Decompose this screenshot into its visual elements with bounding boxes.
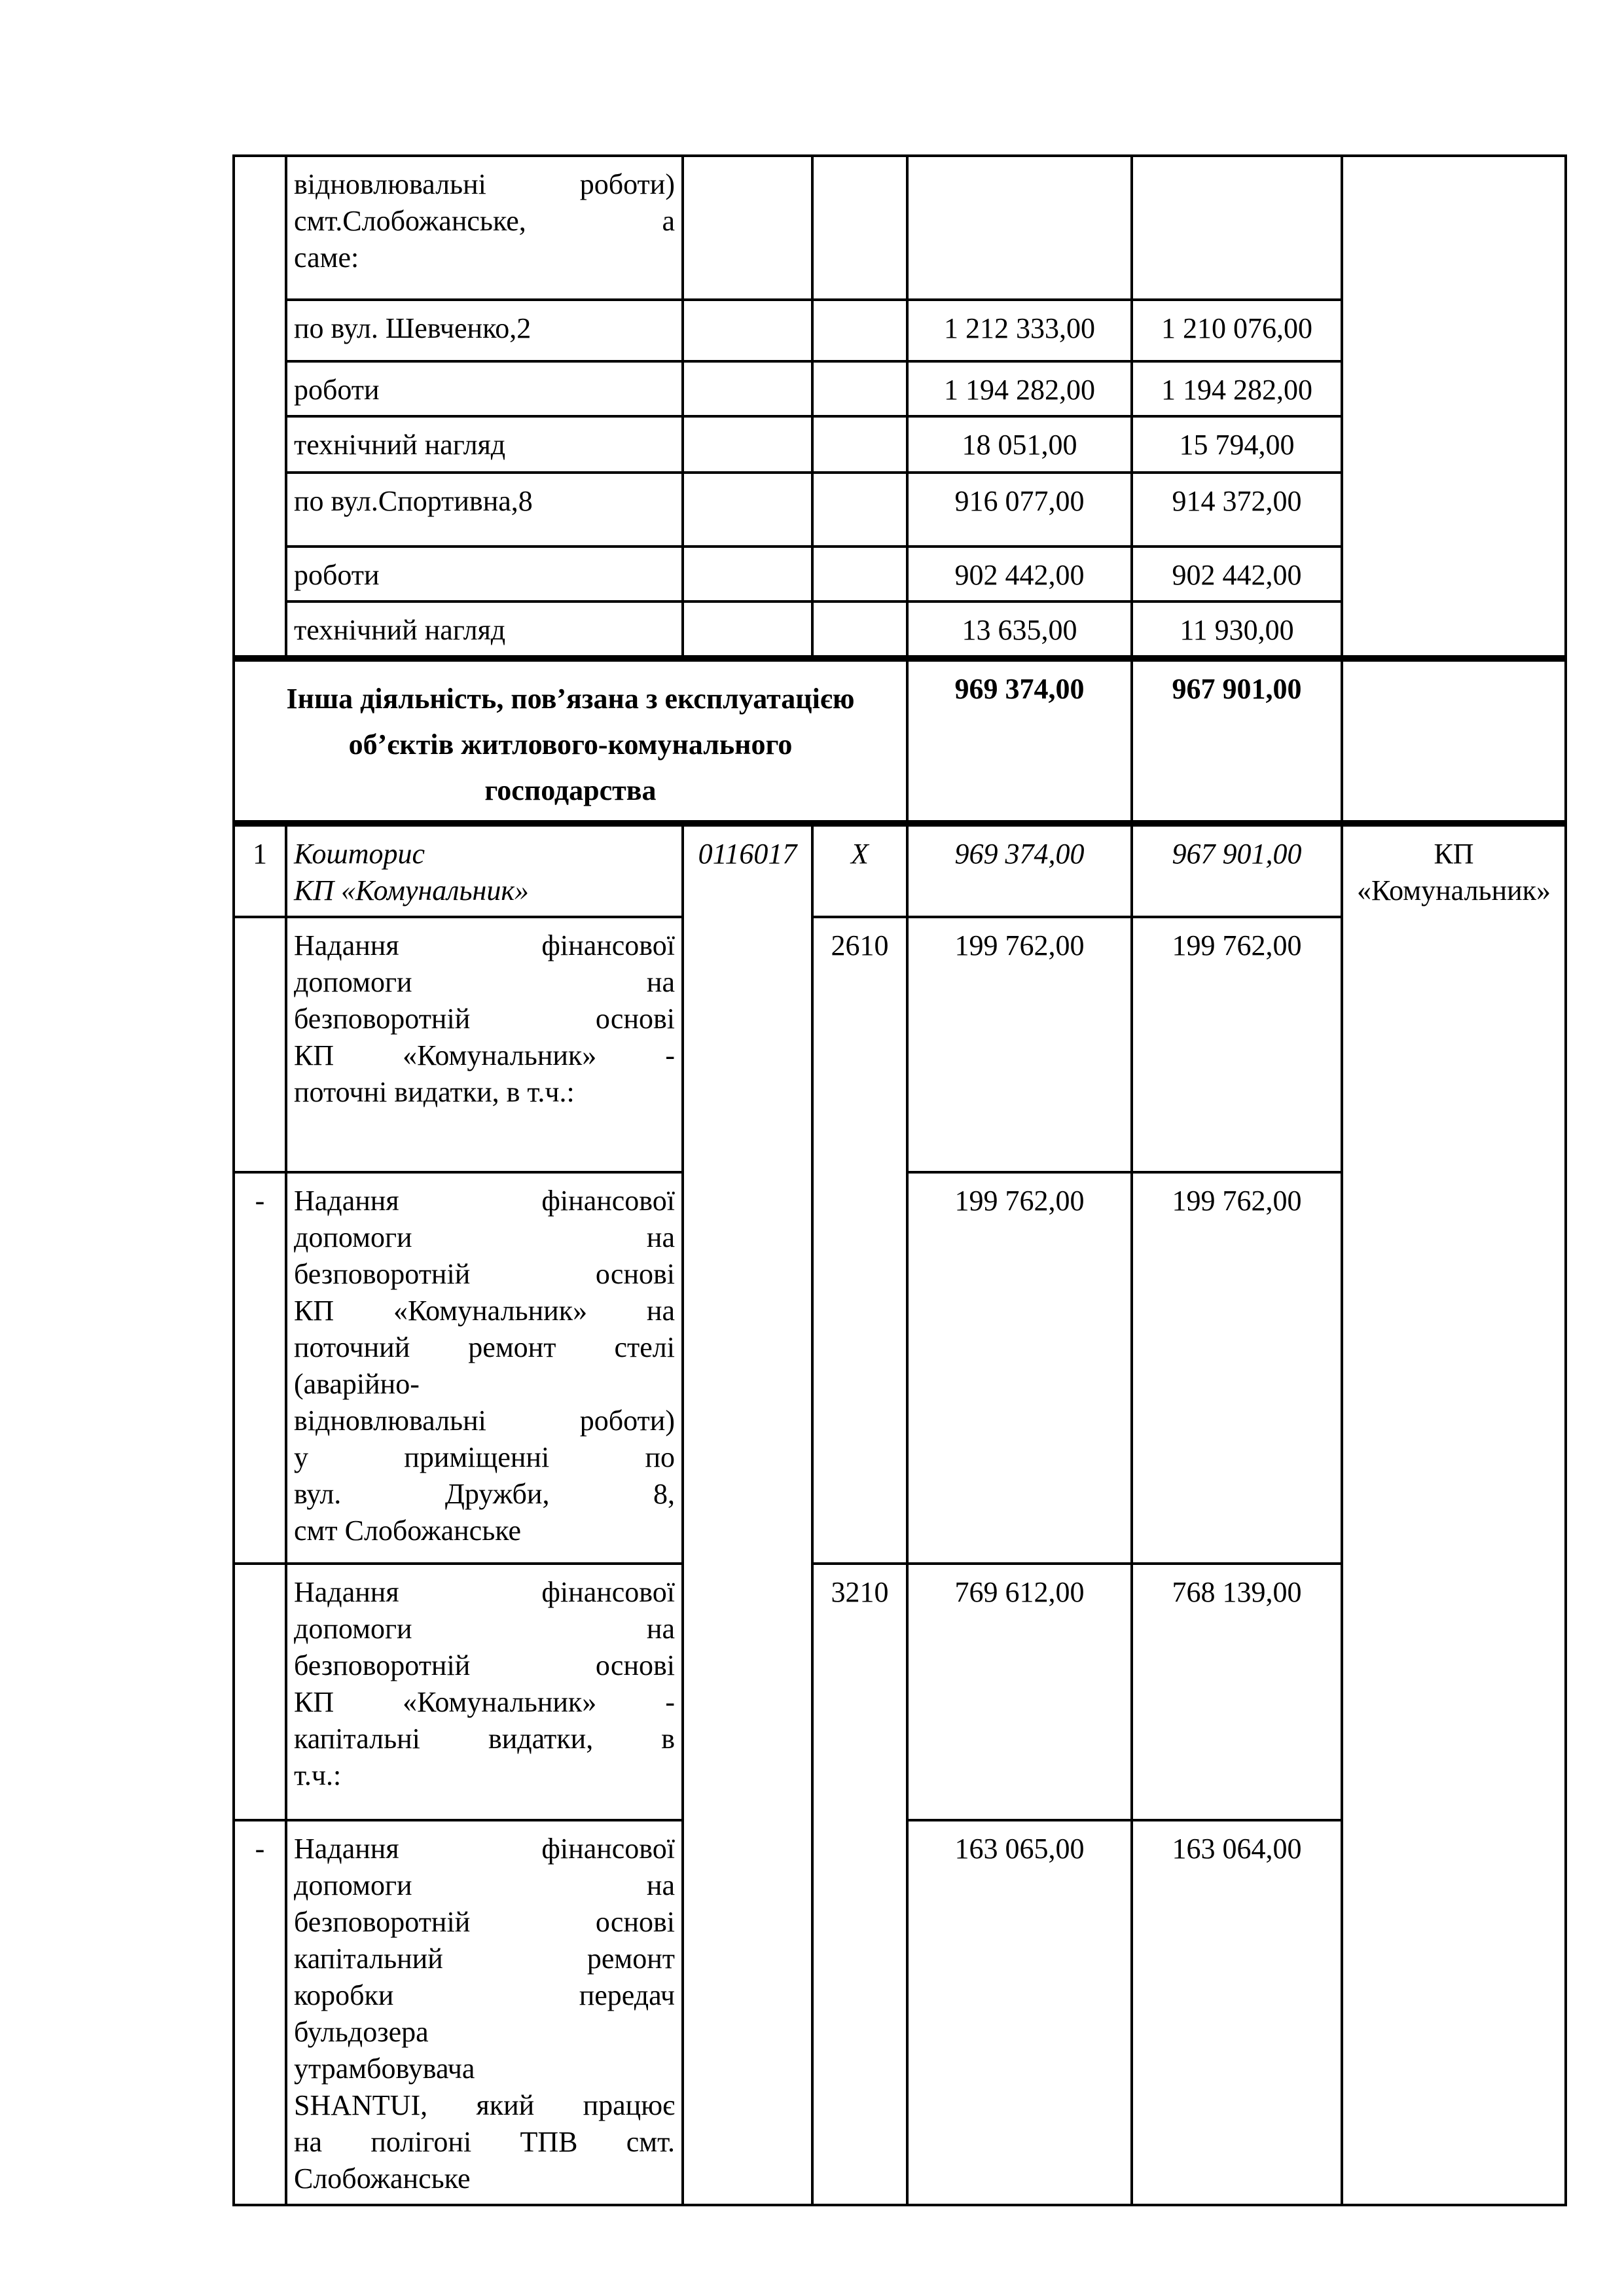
kekv-code-cell: 3210	[812, 1564, 907, 2205]
budget-table	[232, 154, 1567, 2206]
text-line: Кошторис	[294, 838, 425, 870]
item-name-cell	[286, 473, 683, 547]
text-line: Надання фінансової	[294, 1185, 675, 1217]
text-line: допомоги на	[294, 1613, 675, 1645]
actual-amount-cell: 199 762,00	[1132, 1172, 1342, 1564]
text-line: безповоротній основі	[294, 1649, 675, 1681]
kpkv-code-cell	[683, 156, 812, 300]
kekv-code-cell: 2610	[812, 917, 907, 1564]
row-number-cell	[234, 1564, 286, 1820]
text-line: капітальний ремонт	[294, 1943, 675, 1975]
kekv-code-cell	[812, 156, 907, 300]
kpkv-code-cell: 0116017	[683, 823, 812, 2205]
kekv-code-cell	[812, 416, 907, 473]
text-line: роботи	[294, 374, 380, 406]
kpkv-code-cell	[683, 300, 812, 361]
text-line: смт.Слобожанське, а	[294, 205, 675, 237]
section-title-cell	[234, 658, 907, 823]
text-line: «Комунальник»	[1356, 874, 1551, 906]
kpkv-code-cell	[683, 473, 812, 547]
text-line: коробки передач	[294, 1979, 675, 2011]
kpkv-code-cell	[683, 547, 812, 601]
text-line: безповоротній основі	[294, 1003, 675, 1035]
planned-amount-cell: 916 077,00	[907, 473, 1132, 547]
item-name-cell	[286, 300, 683, 361]
planned-amount-cell: 199 762,00	[907, 1172, 1132, 1564]
text-line: т.ч.:	[294, 1759, 342, 1791]
planned-amount-cell	[907, 156, 1132, 300]
text-line: Слобожанське	[294, 2162, 471, 2195]
text-line: у приміщенні по	[294, 1441, 675, 1473]
text-line: КП	[1434, 838, 1474, 870]
row-number-cell: -	[234, 1172, 286, 1564]
text-line: технічний нагляд	[294, 429, 506, 461]
item-name-cell	[286, 416, 683, 473]
kpkv-code-cell	[683, 416, 812, 473]
actual-amount-cell: 967 901,00	[1132, 823, 1342, 917]
text-line: Надання фінансової	[294, 929, 675, 961]
actual-amount-cell: 11 930,00	[1132, 601, 1342, 658]
item-name-cell	[286, 1172, 683, 1564]
text-line: утрамбовувача	[294, 2053, 475, 2085]
item-name-cell	[286, 156, 683, 300]
actual-amount-cell: 902 442,00	[1132, 547, 1342, 601]
kekv-code-cell	[812, 547, 907, 601]
planned-amount-cell: 13 635,00	[907, 601, 1132, 658]
note-cell	[1342, 156, 1566, 658]
estimate-row	[234, 823, 1566, 917]
text-line: по вул.Спортивна,8	[294, 485, 533, 517]
planned-amount-cell: 1 212 333,00	[907, 300, 1132, 361]
planned-amount-cell: 969 374,00	[907, 823, 1132, 917]
item-name-cell	[286, 823, 683, 917]
text-line: Надання фінансової	[294, 1576, 675, 1608]
text-line: відновлювальні роботи)	[294, 1405, 675, 1437]
planned-amount-cell: 199 762,00	[907, 917, 1132, 1172]
item-name-cell	[286, 547, 683, 601]
row-number-cell: -	[234, 1820, 286, 2205]
actual-amount-cell: 1 194 282,00	[1132, 361, 1342, 416]
actual-amount-cell: 199 762,00	[1132, 917, 1342, 1172]
text-line: по вул. Шевченко,2	[294, 312, 532, 344]
kekv-code-cell	[812, 361, 907, 416]
item-name-cell	[286, 917, 683, 1172]
text-line: КП «Комунальник»	[294, 874, 529, 906]
kpkv-code-cell	[683, 361, 812, 416]
note-cell	[1342, 658, 1566, 823]
planned-amount-cell: 1 194 282,00	[907, 361, 1132, 416]
text-line: вул. Дружби, 8,	[294, 1478, 675, 1510]
text-line: допомоги на	[294, 1221, 675, 1253]
actual-amount-cell	[1132, 156, 1342, 300]
text-line: безповоротній основі	[294, 1906, 675, 1938]
text-line: Інша діяльність, пов’язана з експлуатацією	[286, 683, 855, 715]
actual-amount-cell: 15 794,00	[1132, 416, 1342, 473]
text-line: поточні видатки, в т.ч.:	[294, 1076, 575, 1108]
text-line: КП «Комунальник» на	[294, 1295, 675, 1327]
item-name-cell	[286, 1820, 683, 2205]
text-line: капітальні видатки, в	[294, 1723, 675, 1755]
planned-amount-cell: 769 612,00	[907, 1564, 1132, 1820]
kekv-code-cell: Х	[812, 823, 907, 917]
item-name-cell	[286, 361, 683, 416]
text-line: саме:	[294, 242, 359, 274]
note-cell	[1342, 823, 1566, 2205]
kpkv-code-cell	[683, 601, 812, 658]
actual-amount-cell: 1 210 076,00	[1132, 300, 1342, 361]
section-summary-row	[234, 658, 1566, 823]
actual-amount-cell: 967 901,00	[1132, 658, 1342, 823]
text-line: бульдозера	[294, 2016, 429, 2048]
row-number-cell	[234, 917, 286, 1172]
kekv-code-cell	[812, 601, 907, 658]
actual-amount-cell: 768 139,00	[1132, 1564, 1342, 1820]
row-number-cell	[234, 156, 286, 658]
text-line: на полігоні ТПВ смт.	[294, 2126, 675, 2158]
text-line: технічний нагляд	[294, 614, 506, 646]
item-name-cell	[286, 601, 683, 658]
text-line: господарства	[484, 774, 657, 806]
planned-amount-cell: 163 065,00	[907, 1820, 1132, 2205]
text-line: допомоги на	[294, 966, 675, 998]
table-row	[234, 156, 1566, 300]
kekv-code-cell	[812, 300, 907, 361]
text-line: об’єктів житлового-комунального	[348, 728, 793, 761]
planned-amount-cell: 969 374,00	[907, 658, 1132, 823]
text-line: допомоги на	[294, 1869, 675, 1901]
text-line: поточний ремонт стелі	[294, 1331, 675, 1363]
text-line: відновлювальні роботи)	[294, 168, 675, 200]
text-line: КП «Комунальник» -	[294, 1039, 675, 1071]
text-line: КП «Комунальник» -	[294, 1686, 675, 1718]
item-name-cell	[286, 1564, 683, 1820]
planned-amount-cell: 18 051,00	[907, 416, 1132, 473]
kekv-code-cell	[812, 473, 907, 547]
text-line: смт Слобожанське	[294, 1515, 522, 1547]
text-line: Надання фінансової	[294, 1833, 675, 1865]
actual-amount-cell: 163 064,00	[1132, 1820, 1342, 2205]
text-line: SHANTUI, який працює	[294, 2089, 675, 2121]
text-line: (аварійно-	[294, 1368, 420, 1400]
row-number-cell: 1	[234, 823, 286, 917]
text-line: безповоротній основі	[294, 1258, 675, 1290]
actual-amount-cell: 914 372,00	[1132, 473, 1342, 547]
planned-amount-cell: 902 442,00	[907, 547, 1132, 601]
text-line: роботи	[294, 559, 380, 591]
